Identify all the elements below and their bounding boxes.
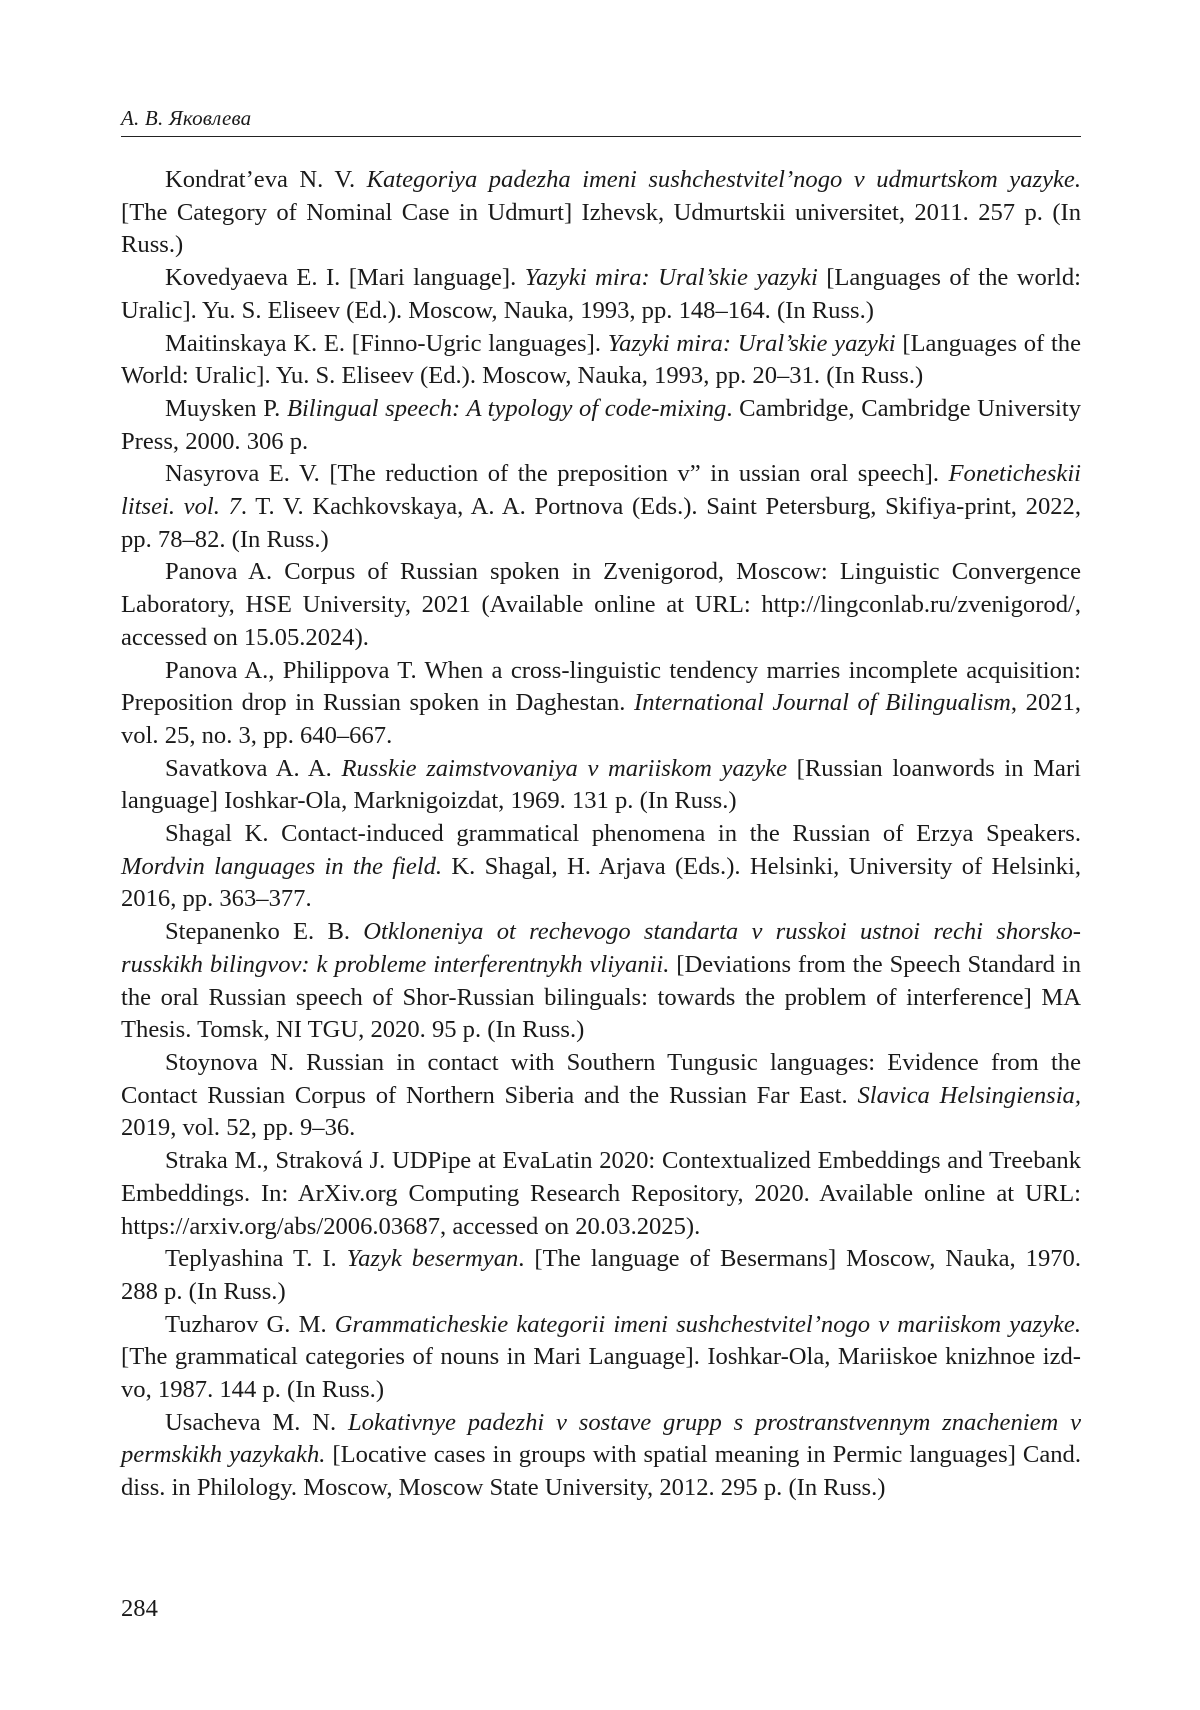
reference-entry xyxy=(121,556,1081,654)
reference-title: Yazyki mira: Ural’skie yazyki xyxy=(524,264,818,292)
reference-text: Maitinskaya K. E. [Finno-Ugric languages]. xyxy=(165,329,608,357)
reference-text: Muysken P. xyxy=(165,394,287,422)
reference-title: Yazyk besermyan xyxy=(346,1245,519,1273)
reference-entry xyxy=(121,328,1081,393)
reference-text: Straka M., Straková J. UDPipe at EvaLatin 2020: Contextualized Embeddings and Treebank Embeddings. In: ArXiv.org Computing Research Repository, 2020. Available online at URL: https://arxiv.org/abs/2006.03687, accessed on 20.03.2025). xyxy=(121,1147,1081,1240)
reference-entry xyxy=(121,1047,1081,1145)
reference-text: . [The language of Besermans] Moscow, Nauka, 1970. 288 p. (In Russ.) xyxy=(121,1245,1081,1305)
reference-list xyxy=(121,164,1081,1505)
reference-entry xyxy=(121,1407,1081,1505)
reference-title: Grammaticheskie kategorii imeni sushchestvitel’nogo v mariiskom yazyke. xyxy=(334,1310,1081,1338)
reference-entry xyxy=(121,164,1081,262)
reference-text: [Deviations from the Speech Standard in the oral Russian speech of Shor-Russian bilinguals: towards the problem of interference] MA Thesis. Tomsk, NI TGU, 2020. 95 p. (In Russ.) xyxy=(121,950,1081,1044)
reference-entry xyxy=(121,753,1081,818)
reference-entry xyxy=(121,1309,1081,1407)
reference-title: Russkie zaimstvovaniya v mariiskom yazyke xyxy=(341,754,787,782)
reference-text: . T. V. Kachkovskaya, A. A. Portnova (Eds.). Saint Petersburg, Skifiya-print, 2022, pp. 78–82. (In Russ.) xyxy=(121,493,1081,553)
reference-text: [The grammatical categories of nouns in Mari Language]. Ioshkar-Ola, Mariiskoe knizhnoe izd-vo, 1987. 144 p. (In Russ.) xyxy=(121,1343,1081,1404)
reference-title: Lokativnye padezhi v sostave grupp s prostranstvennym znacheniem v permskikh yazykakh. xyxy=(121,1408,1081,1469)
reference-text: [Russian loanwords in Mari language] Ioshkar-Ola, Marknigoizdat, 1969. 131 p. (In Russ.) xyxy=(121,754,1081,815)
reference-text: . Cambridge, Cambridge University Press, 2000. 306 p. xyxy=(121,394,1081,455)
reference-title: Yazyki mira: Ural’skie yazyki xyxy=(607,329,896,357)
reference-entry xyxy=(121,262,1081,327)
reference-title: Slavica Helsingiensia, xyxy=(857,1081,1081,1109)
reference-text: [The Category of Nominal Case in Udmurt] Izhevsk, Udmurtskii universitet, 2011. 257 p. (In Russ.) xyxy=(121,198,1081,259)
header-rule xyxy=(121,136,1081,137)
reference-text: Nasyrova E. V. [The reduction of the preposition v” in ussian oral speech]. xyxy=(165,460,949,488)
reference-title: Otkloneniya ot rechevogo standarta v russkoi ustnoi rechi shorsko-russkikh bilingvov: k probleme interferentnykh vliyanii. xyxy=(121,918,1081,978)
reference-text: [Languages of the world: Uralic]. Yu. S. Eliseev (Ed.). Moscow, Nauka, 1993, pp. 148–164. (In Russ.) xyxy=(121,264,1081,324)
reference-text: , 2021, vol. 25, no. 3, pp. 640–667. xyxy=(121,689,1081,749)
reference-text: Panova A., Philippova T. When a cross-linguistic tendency marries incomplete acquisition: Preposition drop in Russian spoken in Daghestan. xyxy=(121,656,1081,717)
reference-text: Kovedyaeva E. I. [Mari language]. xyxy=(165,264,525,292)
reference-text: [Languages of the World: Uralic]. Yu. S. Eliseev (Ed.). Moscow, Nauka, 1993, pp. 20–31. (In Russ.) xyxy=(121,329,1082,390)
reference-text: Tuzharov G. M. xyxy=(165,1310,335,1338)
reference-entry xyxy=(121,1243,1081,1308)
reference-title: International Journal of Bilingualism xyxy=(634,689,1011,717)
reference-text: Usacheva M. N. xyxy=(165,1408,348,1436)
reference-entry xyxy=(121,458,1081,556)
reference-text: Stoynova N. Russian in contact with Southern Tungusic languages: Evidence from the Contact Russian Corpus of Northern Siberia and the Russian Far East. xyxy=(121,1048,1081,1109)
reference-text: Stepanenko E. B. xyxy=(165,918,364,946)
reference-text: Kondrat’eva N. V. xyxy=(165,166,367,193)
reference-title: Kategoriya padezha imeni sushchestvitel’nogo v udmurtskom yazyke. xyxy=(366,166,1081,193)
reference-text: 2019, vol. 52, pp. 9–36. xyxy=(121,1114,356,1142)
reference-title: Mordvin languages in the field. xyxy=(121,852,443,880)
reference-entry xyxy=(121,818,1081,916)
reference-entry xyxy=(121,1145,1081,1243)
reference-text: Panova A. Corpus of Russian spoken in Zvenigorod, Moscow: Linguistic Convergence Laboratory, HSE University, 2021 (Available online at URL: http://lingconlab.ru/​zvenigorod/, accessed on 15.05.2024). xyxy=(121,558,1081,651)
reference-entry xyxy=(121,393,1081,458)
reference-text: K. Shagal, H. Arjava (Eds.). Helsinki, University of Helsinki, 2016, pp. 363–377. xyxy=(121,852,1081,913)
reference-text: Shagal K. Contact-induced grammatical phenomena in the Russian of Erzya Speakers. xyxy=(165,820,1081,848)
page-number: 284 xyxy=(121,1595,158,1622)
running-head-author: А. В. Яковлева xyxy=(121,106,252,130)
reference-text: Teplyashina T. I. xyxy=(165,1245,347,1273)
reference-title: Foneticheskii litsei. vol. 7 xyxy=(121,460,1081,521)
reference-title: Bilingual speech: A typology of code-mixing xyxy=(286,394,727,422)
reference-text: Savatkova A. A. xyxy=(165,754,342,782)
reference-entry xyxy=(121,655,1081,753)
reference-text: [Locative cases in groups with spatial meaning in Permic languages] Cand. diss. in Philology. Moscow, Moscow State University, 2012. 295 p. (In Russ.) xyxy=(121,1441,1081,1502)
reference-entry xyxy=(121,916,1081,1047)
